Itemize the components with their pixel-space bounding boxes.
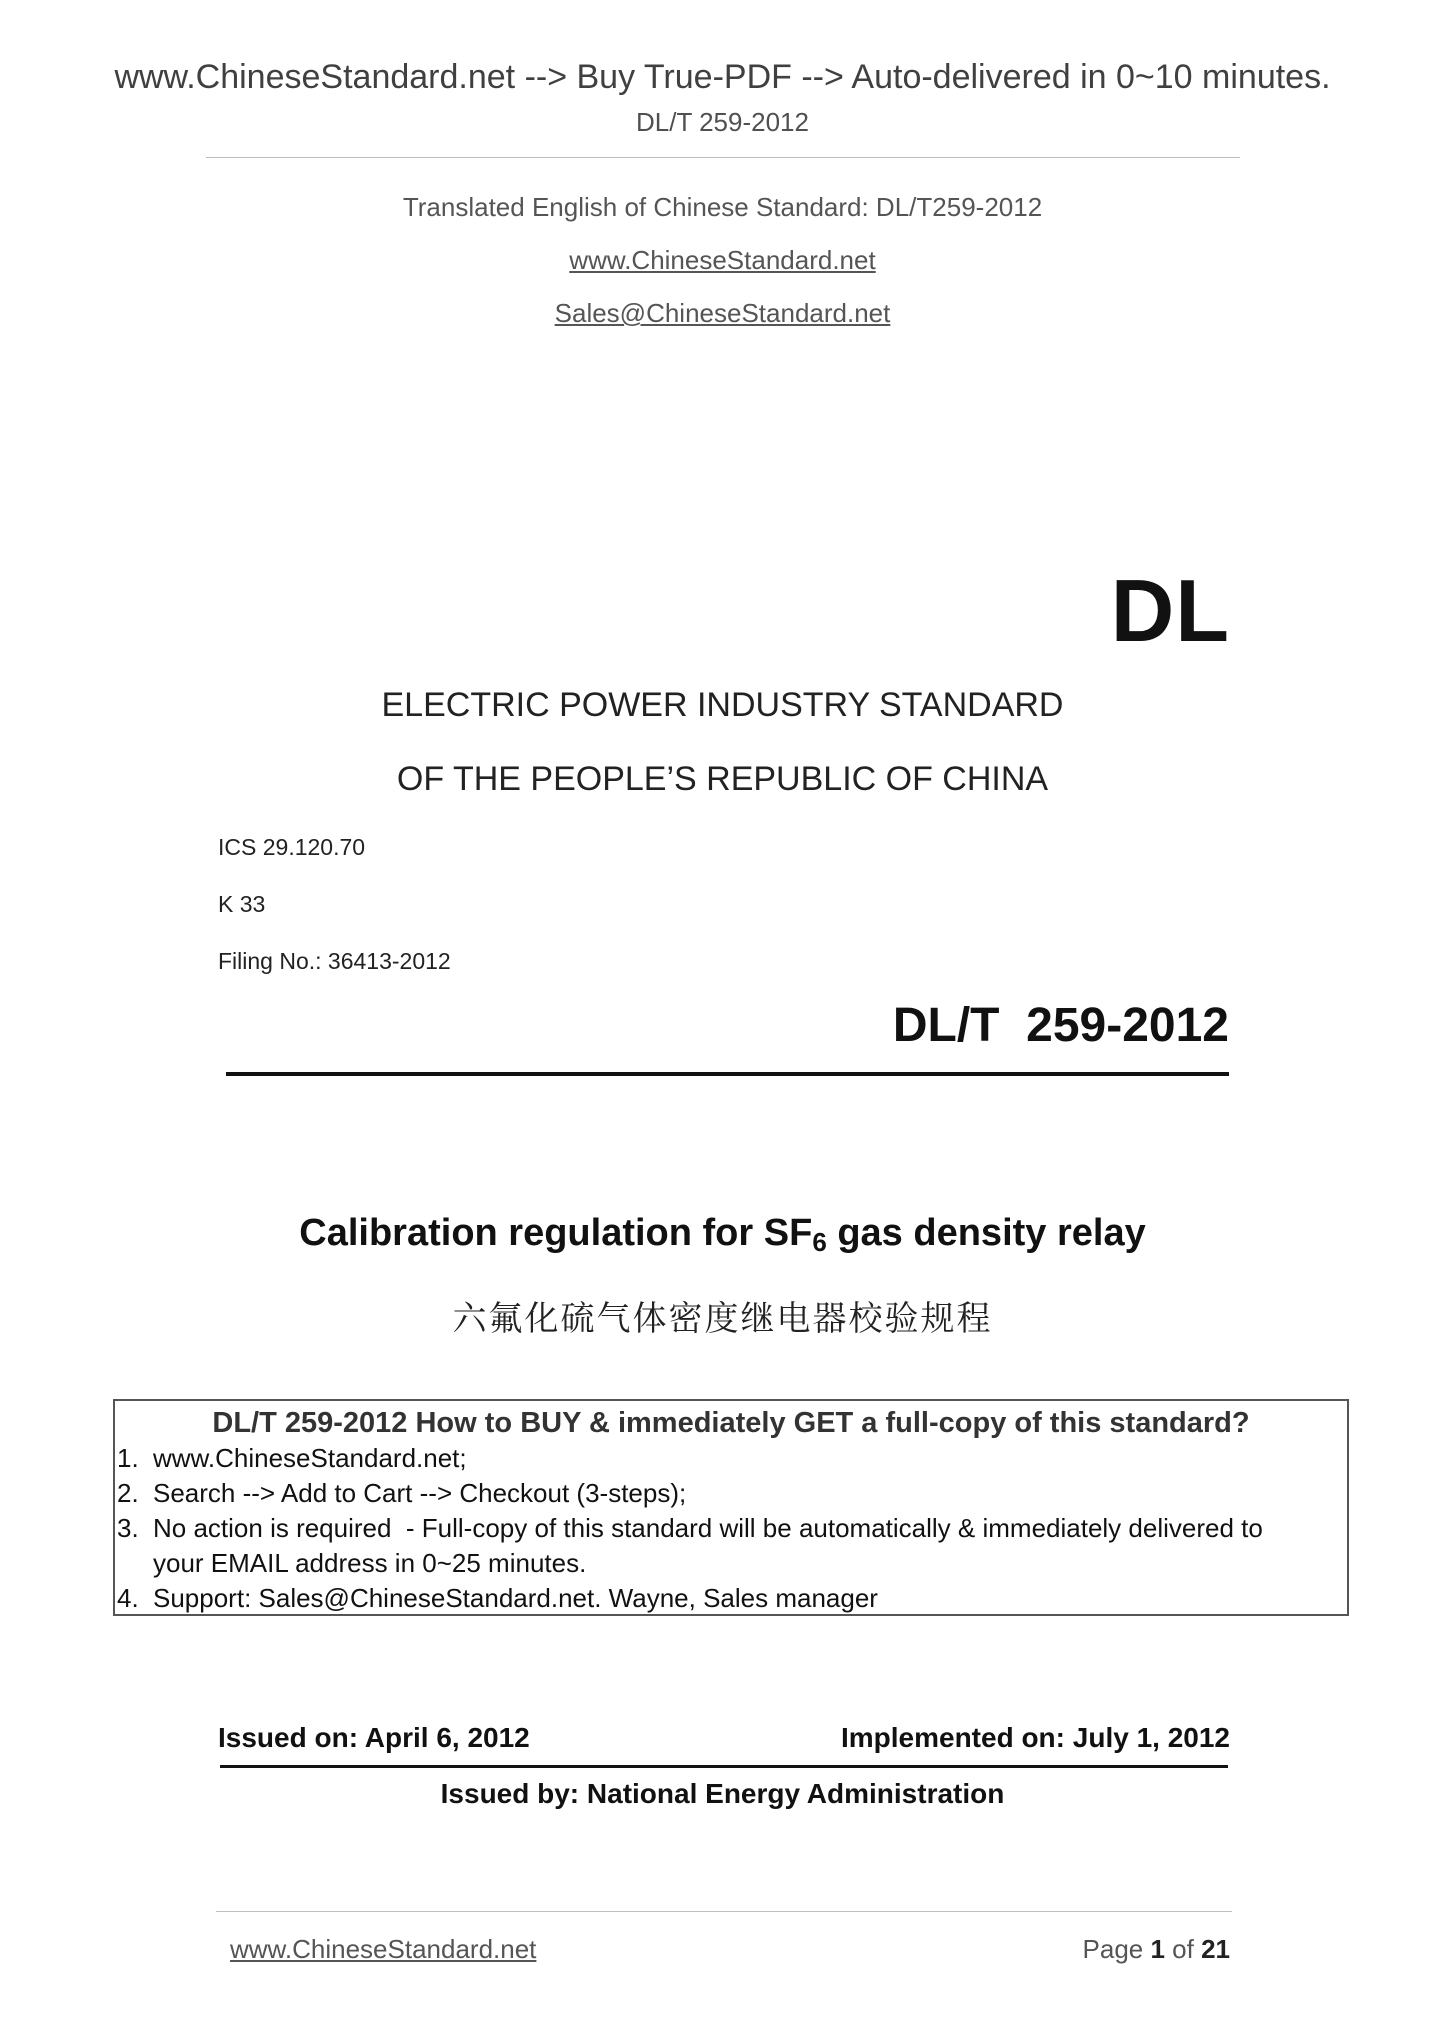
step-text: www.ChineseStandard.net; <box>153 1443 467 1473</box>
email-link[interactable]: Sales@ChineseStandard.net <box>554 298 891 328</box>
step-text: No action is required - Full-copy of this standard will be automatically & immediately delivered to <box>153 1513 1263 1543</box>
page-total: 21 <box>1201 1934 1230 1964</box>
footer-site-link[interactable]: www.ChineseStandard.net <box>230 1934 537 1964</box>
header-standard-code: DL/T 259-2012 <box>636 107 809 137</box>
step-number: 3. <box>117 1513 139 1543</box>
step-text: Support: Sales@ChineseStandard.net. Wayne, Sales manager <box>153 1583 878 1613</box>
dl-mark: DL <box>1110 561 1230 660</box>
page-prefix: Page <box>1082 1934 1151 1964</box>
header-banner: www.ChineseStandard.net --> Buy True-PDF --> Auto-delivered in 0~10 minutes. <box>114 58 1331 96</box>
email-link-wrapper <box>0 298 1445 329</box>
filing-number: Filing No.: 36413-2012 <box>218 948 451 974</box>
site-link[interactable]: www.ChineseStandard.net <box>569 245 876 275</box>
standard-type-line1: ELECTRIC POWER INDUSTRY STANDARD <box>381 686 1064 724</box>
ics-code: ICS 29.120.70 <box>218 834 366 860</box>
title-subscript: 6 <box>812 1227 827 1257</box>
issued-by: Issued by: National Energy Administration <box>440 1778 1005 1809</box>
standard-number: DL/T 259-2012 <box>892 999 1229 1052</box>
title-text-after: gas density relay <box>826 1212 1146 1254</box>
buy-heading: DL/T 259-2012 How to BUY & immediately GET a full-copy of this standard? <box>212 1407 1250 1439</box>
page-number <box>1083 1934 1230 1965</box>
document-title-chinese: 六氟化硫气体密度继电器校验规程 <box>452 1299 993 1339</box>
page-current: 1 <box>1150 1934 1165 1964</box>
step-text: your EMAIL address in 0~25 minutes. <box>153 1548 587 1578</box>
title-text-before: Calibration regulation for SF <box>299 1212 813 1254</box>
step-number: 2. <box>117 1478 139 1508</box>
step-number: 4. <box>117 1583 139 1613</box>
site-link-wrapper <box>0 245 1445 276</box>
standard-type-line2: OF THE PEOPLE’S REPUBLIC OF CHINA <box>396 760 1049 798</box>
step-number: 1. <box>117 1443 139 1473</box>
page-mid: of <box>1164 1934 1202 1964</box>
issued-on-date: Issued on: April 6, 2012 <box>218 1722 530 1753</box>
implemented-on-date: Implemented on: July 1, 2012 <box>840 1722 1230 1753</box>
header-divider <box>206 157 1240 158</box>
footer-divider <box>216 1911 1232 1912</box>
document-title <box>0 1212 1445 1255</box>
translated-notice: Translated English of Chinese Standard: DL/T259-2012 <box>402 192 1043 222</box>
buy-instructions-box <box>113 1399 1349 1616</box>
step-text: Search --> Add to Cart --> Checkout (3-steps); <box>153 1478 687 1508</box>
k-code: K 33 <box>218 891 266 917</box>
standard-number-rule <box>226 1072 1229 1076</box>
issue-divider <box>220 1765 1228 1768</box>
